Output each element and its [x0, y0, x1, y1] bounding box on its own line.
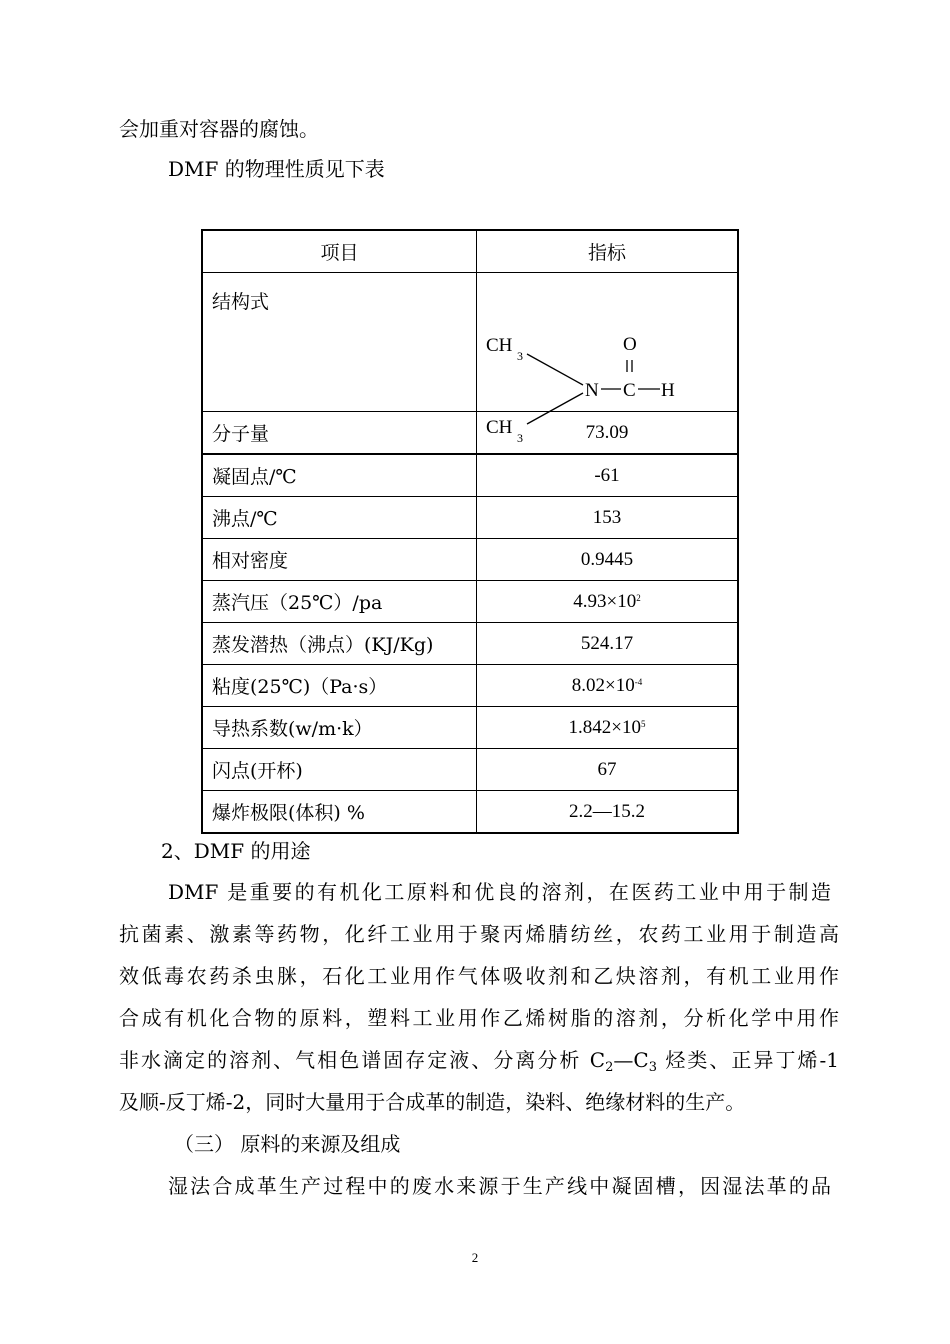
table-intro: DMF 的物理性质见下表	[168, 157, 385, 181]
property-row	[202, 749, 738, 791]
property-row	[202, 412, 738, 455]
property-value-text: 1.842×10	[568, 716, 641, 738]
property-value-text: 2.2—15.2	[569, 800, 645, 822]
property-row	[202, 581, 738, 623]
uses-line-4: 合成有机化合物的原料，塑料工业用作乙烯树脂的溶剂，分析化学中用作	[119, 1006, 839, 1030]
property-value-text: 67	[597, 758, 617, 780]
atom-n: N	[585, 380, 599, 401]
property-value-text: 524.17	[580, 632, 634, 654]
c2-subscript: 2	[605, 1060, 614, 1075]
property-row	[202, 623, 738, 665]
property-row	[202, 665, 738, 707]
property-label: 沸点/℃	[202, 497, 477, 539]
property-row	[202, 497, 738, 539]
property-row	[202, 539, 738, 581]
atom-c: C	[623, 380, 636, 401]
uses-line-1: DMF 是重要的有机化工原料和优良的溶剂，在医药工业中用于制造	[168, 880, 831, 904]
property-label: 蒸发潜热（沸点）(KJ/Kg)	[202, 623, 477, 665]
property-label: 凝固点/℃	[202, 454, 477, 497]
ch3-bottom-sub: 3	[517, 431, 523, 445]
property-value	[477, 454, 739, 497]
ch3-top-sub: 3	[517, 349, 523, 363]
structure-label: 结构式	[202, 273, 477, 412]
property-value	[477, 707, 739, 749]
property-value	[477, 581, 739, 623]
property-exponent: 2	[636, 592, 641, 603]
property-value	[477, 665, 739, 707]
property-row	[202, 791, 738, 834]
property-row	[202, 454, 738, 497]
uses-line-5-a: 非水滴定的溶剂、气相色谱固存定液、分离分析 C	[119, 1048, 606, 1072]
property-value-text: 153	[592, 506, 622, 528]
atom-o: O	[623, 334, 637, 355]
property-value	[477, 623, 739, 665]
property-value-text: 0.9445	[580, 548, 634, 570]
property-value	[477, 749, 739, 791]
property-exponent: 5	[640, 718, 646, 729]
property-value-text: -61	[594, 464, 620, 486]
ch3-top: CH	[486, 335, 513, 356]
uses-line-5	[119, 1040, 839, 1080]
property-label: 分子量	[202, 412, 477, 455]
property-row	[202, 707, 738, 749]
property-value-text: 73.09	[585, 421, 629, 443]
uses-line-5-b: —C	[613, 1048, 649, 1072]
atom-h: H	[661, 380, 675, 401]
ch3-bottom: CH	[486, 417, 513, 438]
property-value	[477, 539, 739, 581]
paragraph-wastewater: 湿法合成革生产过程中的废水来源于生产线中凝固槽，因湿法革的品	[168, 1174, 831, 1198]
property-label: 蒸汽压（25℃）/pa	[202, 581, 477, 623]
property-value	[477, 791, 739, 834]
paragraph-corrosion: 会加重对容器的腐蚀。	[119, 117, 319, 141]
property-value	[477, 412, 739, 455]
header-item: 项目	[202, 230, 477, 273]
property-label: 粘度(25℃)（Pa·s）	[202, 665, 477, 707]
uses-line-6: 及顺-反丁烯-2，同时大量用于合成革的制造，染料、绝缘材料的生产。	[119, 1090, 746, 1114]
header-value: 指标	[477, 230, 739, 273]
section-3-heading: （三） 原料的来源及组成	[174, 1132, 401, 1156]
property-label: 爆炸极限(体积) %	[202, 791, 477, 834]
c3-subscript: 3	[648, 1060, 657, 1075]
property-label: 相对密度	[202, 539, 477, 581]
table-header-row	[202, 230, 738, 273]
bond-n-ch3-top	[527, 354, 583, 385]
dmf-properties-table	[201, 229, 739, 834]
property-label: 导热系数(w/m·k）	[202, 707, 477, 749]
property-value-text: 8.02×10	[571, 674, 635, 696]
structure-row	[202, 273, 738, 412]
property-value	[477, 497, 739, 539]
section-2-heading: 2、DMF 的用途	[161, 839, 311, 863]
page-number: 2	[471, 1250, 479, 1265]
uses-line-2: 抗菌素、激素等药物，化纤工业用于聚丙烯腈纺丝，农药工业用于制造高	[119, 922, 839, 946]
property-exponent: -4	[634, 676, 643, 687]
property-label: 闪点(开杯)	[202, 749, 477, 791]
uses-line-3: 效低毒农药杀虫脒，石化工业用作气体吸收剂和乙炔溶剂，有机工业用作	[119, 964, 839, 988]
property-value-text: 4.93×10	[573, 590, 637, 612]
uses-line-5-c: 烃类、正异丁烯-1	[656, 1048, 839, 1072]
